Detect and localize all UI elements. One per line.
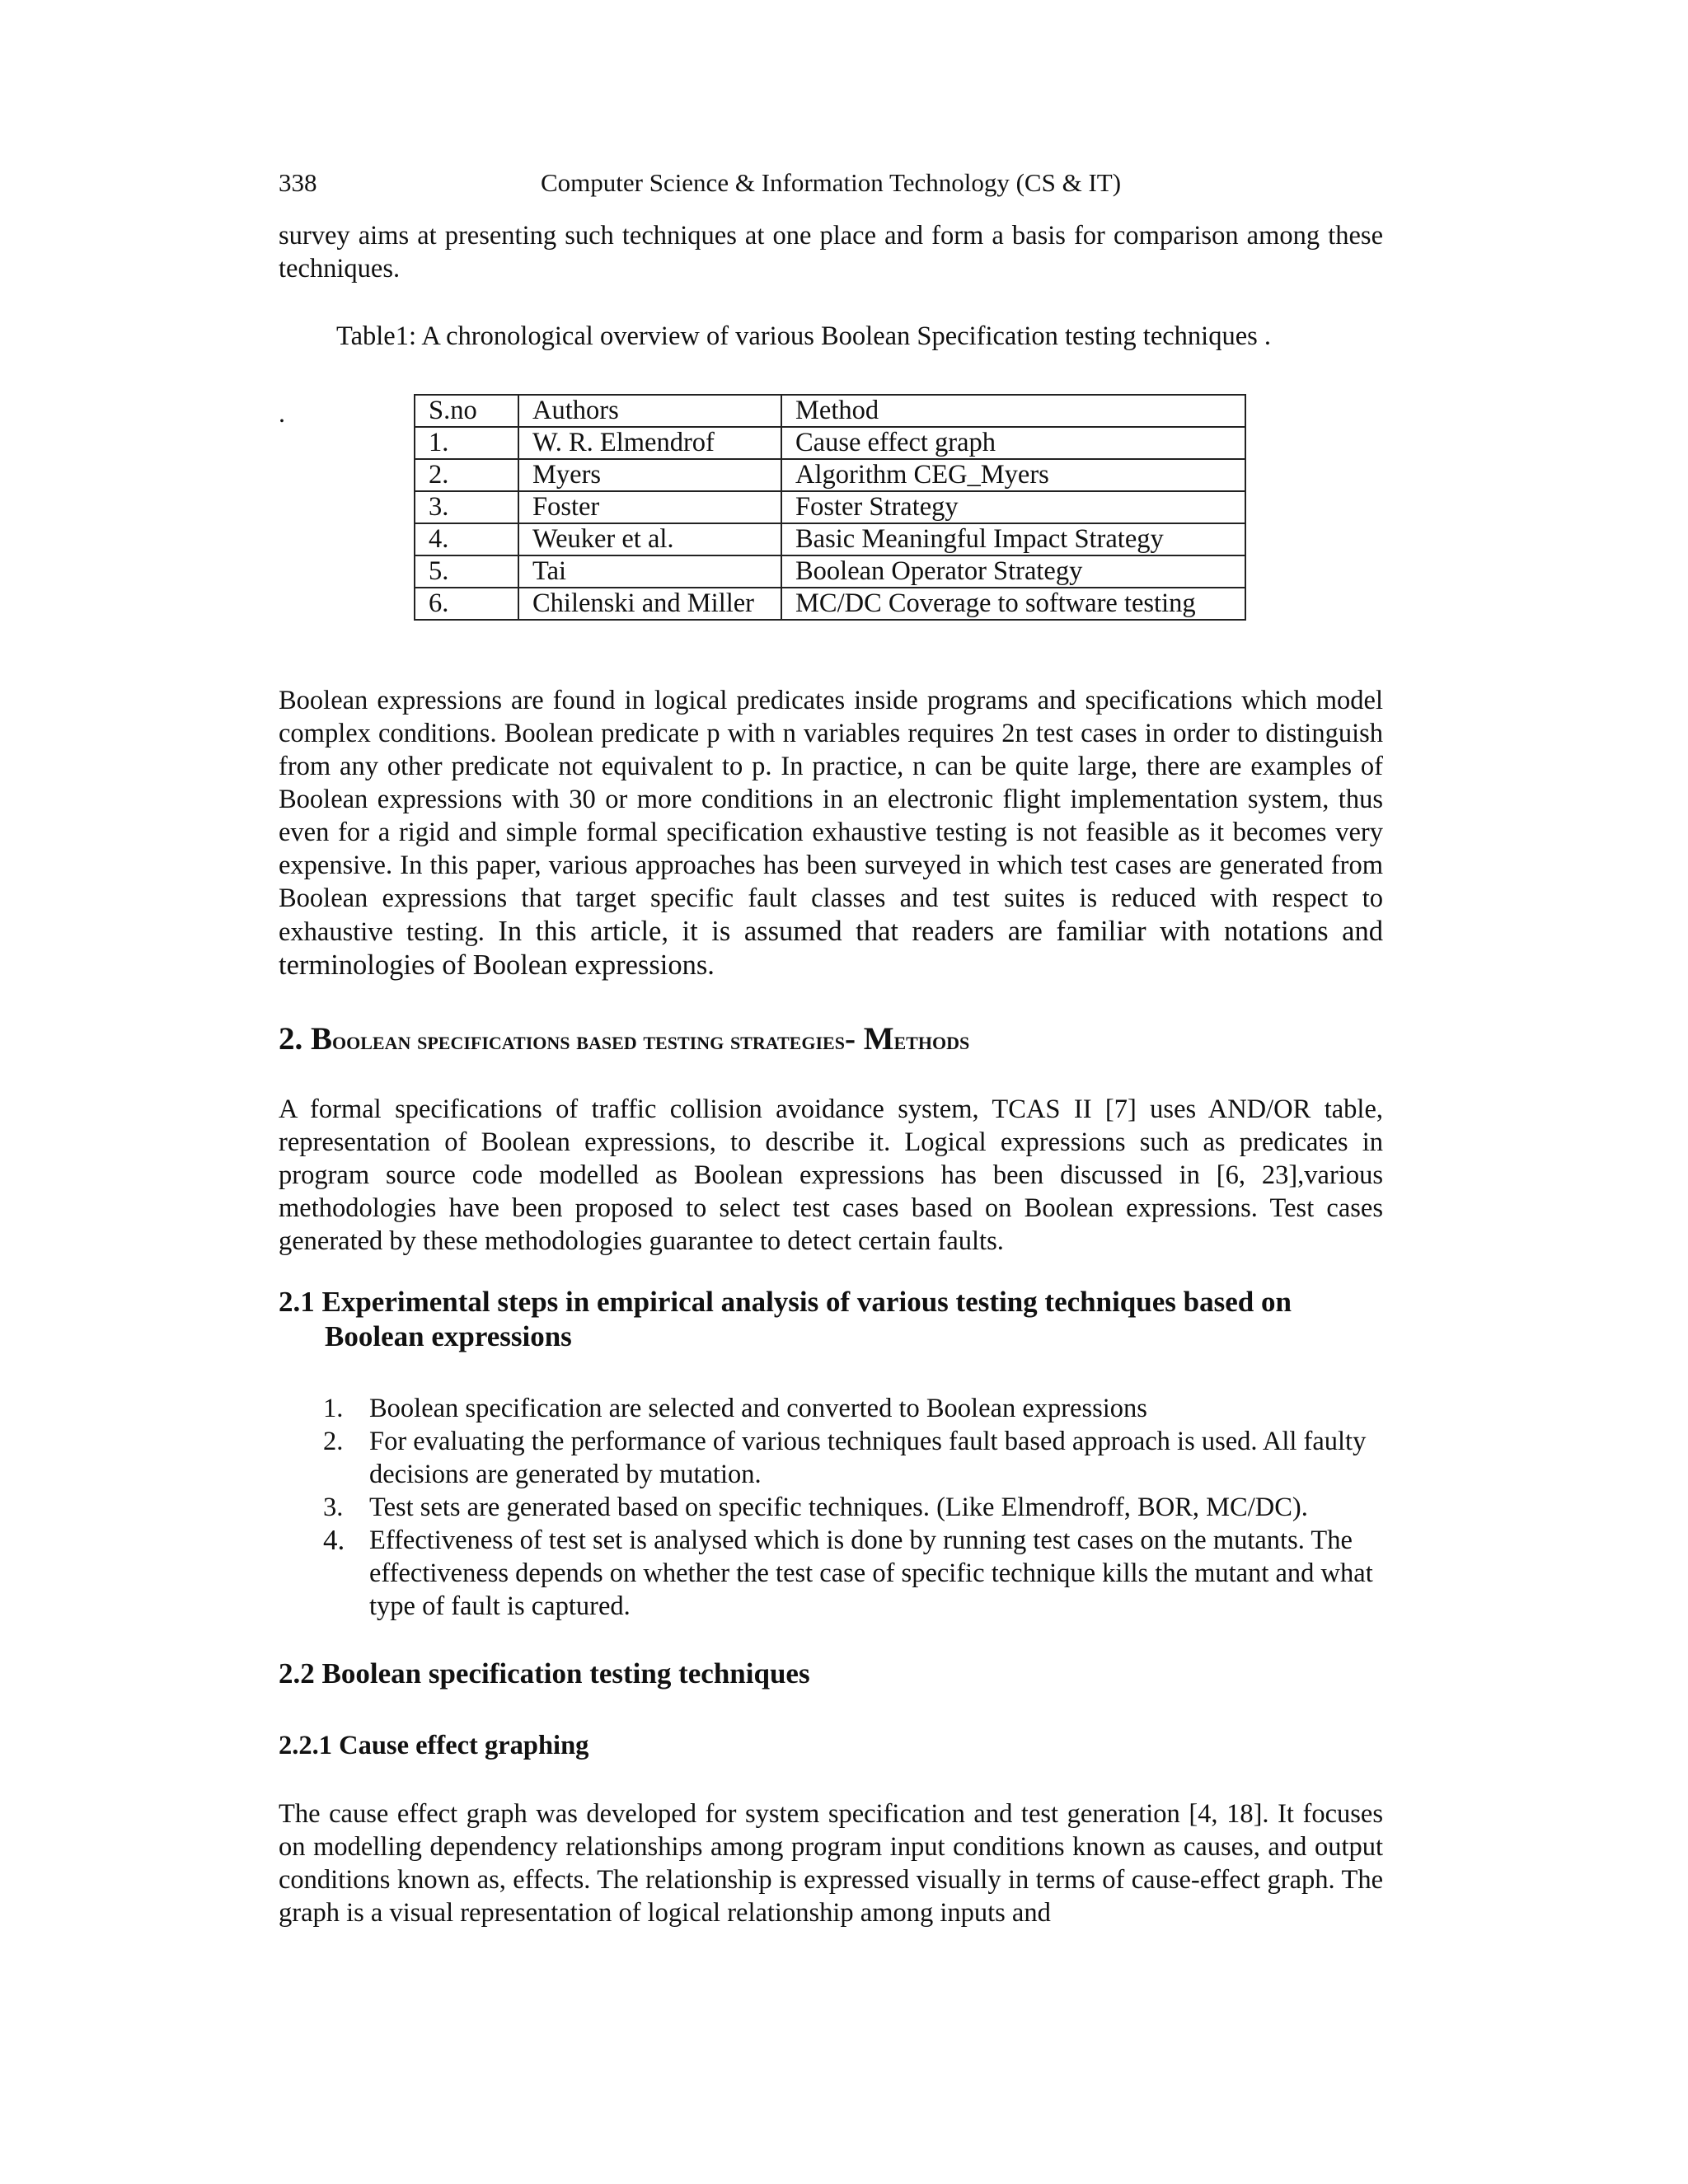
table-row [415, 523, 1245, 555]
table-cell: 2. [415, 459, 518, 491]
table-cell: Basic Meaningful Impact Strategy [781, 523, 1245, 555]
table-row [415, 427, 1245, 459]
list-number: 2. [323, 1427, 344, 1456]
section-number: 2. [279, 1021, 311, 1057]
list-text: For evaluating the performance of various techniques fault based approach is used. All faulty decisions are generated by mutation. [369, 1427, 1367, 1489]
table-cell: Tai [518, 555, 781, 588]
table-header-row [415, 395, 1245, 427]
heading-dash: - [844, 1021, 864, 1057]
subsection-2-2-heading: 2.2 Boolean specification testing techniques [279, 1657, 810, 1690]
table-cell: Cause effect graph [781, 427, 1245, 459]
stray-mark: . [279, 398, 285, 428]
heading-initial: M [863, 1021, 894, 1057]
table-row [415, 491, 1245, 523]
journal-title: Computer Science & Information Technology (CS & IT) [540, 168, 1122, 197]
table-caption: Table1: A chronological overview of various Boolean Specification testing techniques . [336, 321, 1272, 351]
list-text: Boolean specification are selected and converted to Boolean expressions [369, 1394, 1147, 1423]
table-cell: Algorithm CEG_Myers [781, 459, 1245, 491]
column-header: Method [781, 395, 1245, 427]
list-number: 1. [323, 1394, 344, 1423]
cause-effect-paragraph: The cause effect graph was developed for system specification and test generation [4, 18]. It focuses on modelling dependency relationships among program input conditions known as causes, and output conditions known as, effects. The relationship is expressed visually in terms of cause-effect graph. The graph is a visual representation of logical relationship among inputs and [279, 1799, 1383, 1928]
table-row [415, 555, 1245, 588]
table-row [415, 459, 1245, 491]
table-cell: Foster [518, 491, 781, 523]
tcas-paragraph: A formal specifications of traffic collision avoidance system, TCAS II [7] uses AND/OR table, representation of Boolean expressions, to describe it. Logical expressions such as predicates in program source code modelled as Boolean expressions has been discussed in [6, 23],various methodologies have been proposed to select test cases based on Boolean expressions. Test cases generated by these methodologies guarantee to detect certain faults. [279, 1094, 1383, 1256]
column-header: Authors [518, 395, 781, 427]
paragraph-body: Boolean expressions are found in logical predicates inside programs and specifications which model complex conditions. Boolean predicate p with n variables requires 2n test cases in order to distinguish from any other predicate not equivalent to p. In practice, n can be quite large, there are examples of Boolean expressions with 30 or more conditions in an electronic flight implementation system, thus even for a rigid and simple formal specification exhaustive testing is not feasible as it becomes very expensive. In this paper, various approaches has been surveyed in which test cases are generated from Boolean expressions that target specific fault classes and test suites is reduced with respect to exhaustive testing. [279, 686, 1383, 947]
paragraph-tail: In this article, it is assumed that readers are familiar with notations and terminologies of Boolean expressions. [279, 916, 1383, 981]
table-cell: 6. [415, 588, 518, 620]
subsection-2-2-1-heading: 2.2.1 Cause effect graphing [279, 1731, 589, 1760]
list-text: Test sets are generated based on specific techniques. (Like Elmendroff, BOR, MC/DC). [369, 1493, 1308, 1522]
list-item [279, 1524, 1383, 1623]
table-cell: 1. [415, 427, 518, 459]
page-number: 338 [279, 168, 317, 197]
list-text: Effectiveness of test set is analysed which is done by running test cases on the mutants. The effectiveness depends on whether the test case of specific technique kills the mutant and what type of fault is captured. [369, 1526, 1373, 1621]
list-item [279, 1392, 1383, 1425]
table-cell: Weuker et al. [518, 523, 781, 555]
table-row [415, 588, 1245, 620]
table-cell: Boolean Operator Strategy [781, 555, 1245, 588]
table-cell: W. R. Elmendrof [518, 427, 781, 459]
heading-line: Boolean expressions [325, 1320, 572, 1352]
heading-line: 2.1 Experimental steps in empirical analysis of various testing techniques based on [279, 1286, 1292, 1318]
list-item [279, 1491, 1383, 1524]
heading-initial: B [311, 1021, 333, 1057]
experimental-steps-list [279, 1392, 1383, 1623]
table-cell: 3. [415, 491, 518, 523]
heading-part: oolean specifications based testing strategies [332, 1026, 845, 1055]
running-header [279, 168, 1383, 204]
intro-paragraph: survey aims at presenting such techniques at one place and form a basis for comparison among these techniques. [279, 221, 1383, 284]
table-cell: MC/DC Coverage to software testing [781, 588, 1245, 620]
column-header: S.no [415, 395, 518, 427]
table-cell: 5. [415, 555, 518, 588]
overview-table [414, 394, 1246, 621]
table-cell: Foster Strategy [781, 491, 1245, 523]
boolean-expressions-paragraph [279, 684, 1383, 982]
list-number: 4. [323, 1524, 345, 1556]
section-2-heading [279, 1020, 969, 1057]
table-cell: Myers [518, 459, 781, 491]
table-cell: Chilenski and Miller [518, 588, 781, 620]
table-cell: 4. [415, 523, 518, 555]
list-number: 3. [323, 1493, 344, 1522]
heading-part: ethods [893, 1026, 970, 1055]
list-item [279, 1425, 1383, 1491]
subsection-2-1-heading [279, 1285, 1292, 1354]
